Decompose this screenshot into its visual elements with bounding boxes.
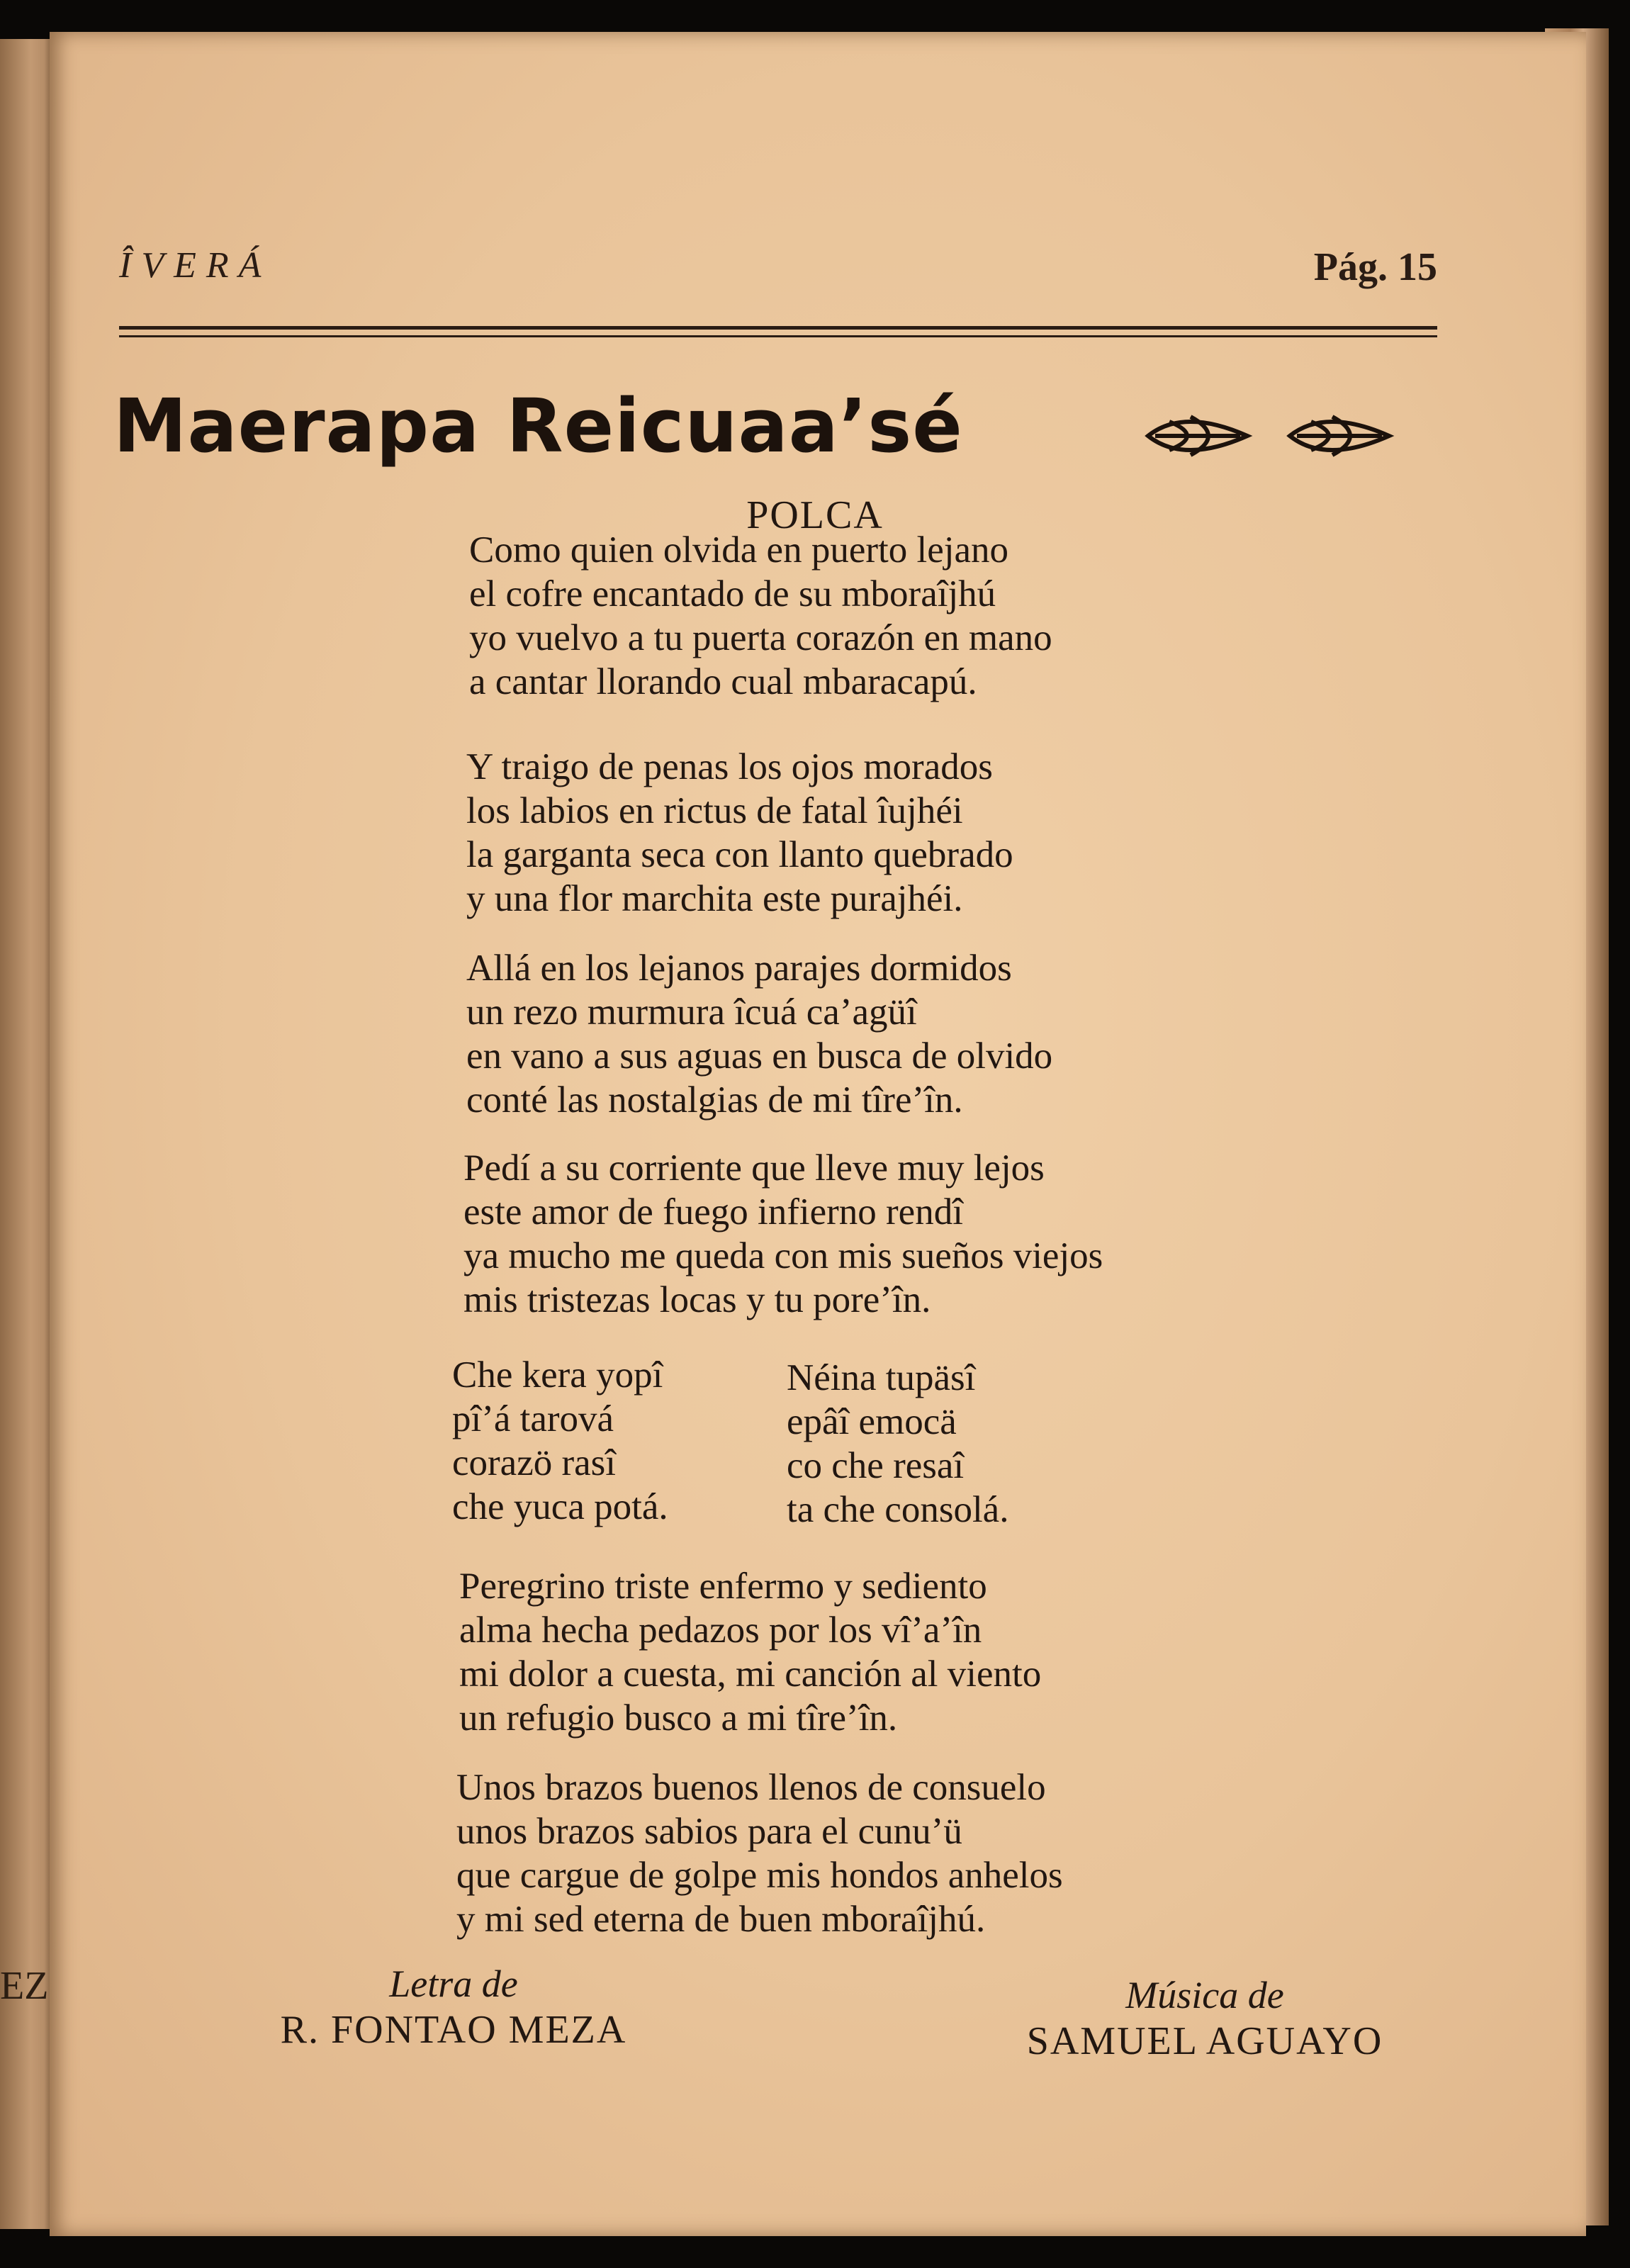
verse-line: Como quien olvida en puerto lejano <box>469 529 1008 571</box>
verse-line: los labios en rictus de fatal îujhéi <box>466 790 963 831</box>
chorus-line: pî’á tarová <box>452 1398 614 1439</box>
verse-line: yo vuelvo a tu puerta corazón en mano <box>469 617 1052 658</box>
header-rule <box>119 326 1437 330</box>
verse-line: mis tristezas locas y tu pore’în. <box>463 1279 931 1320</box>
verse-line: ya mucho me queda con mis sueños viejos <box>463 1235 1103 1276</box>
verse-line: en vano a sus aguas en busca de olvido <box>466 1035 1053 1077</box>
verse-line: mi dolor a cuesta, mi canción al viento <box>459 1654 1042 1695</box>
chorus-line: corazö rasî <box>452 1442 616 1483</box>
stanza-6 <box>456 1765 1063 1941</box>
chorus-line: epâî emocä <box>787 1401 957 1442</box>
verse-line: un refugio busco a mi tîre’în. <box>459 1697 898 1739</box>
stanza-5 <box>459 1564 1041 1740</box>
verse-line: a cantar llorando cual mbaracapú. <box>469 661 977 702</box>
stanza-2 <box>466 745 1013 921</box>
magazine-name: ÎVERÁ <box>119 245 271 286</box>
verse-line: alma hecha pedazos por los vî’a’în <box>459 1610 982 1651</box>
song-genre: POLCA <box>746 493 884 537</box>
running-head <box>119 245 1437 287</box>
verse-line: Unos brazos buenos llenos de consuelo <box>456 1767 1046 1808</box>
magazine-page <box>50 32 1586 2236</box>
stanza-4 <box>463 1146 1103 1322</box>
left-page-edge <box>0 39 55 2229</box>
title-row <box>113 383 1460 482</box>
page-number: Pág. 15 <box>1313 245 1437 289</box>
lyrics-role: Letra de <box>389 1963 518 2005</box>
stanza-1 <box>469 528 1052 704</box>
chorus-line: Néina tupäsî <box>787 1357 976 1398</box>
verse-line: Allá en los lejanos parajes dormidos <box>466 948 1012 989</box>
chorus-line: co che resaî <box>787 1445 965 1486</box>
verse-line: conté las nostalgias de mi tîre’în. <box>466 1079 963 1121</box>
stanza-3 <box>466 946 1052 1122</box>
verse-line: Pedí a su corriente que lleve muy lejos <box>463 1147 1045 1189</box>
chorus-line: Che kera yopî <box>452 1354 663 1396</box>
lyrics-author: R. FONTAO MEZA <box>280 2008 627 2052</box>
leaf-ornament-icon <box>1148 417 1247 455</box>
lyrics-credit <box>220 1961 687 2053</box>
verse-line: y mi sed eterna de buen mboraîjhú. <box>456 1899 986 1940</box>
left-page-edge-text: EZ <box>0 1964 49 2008</box>
verse-line: Y traigo de penas los ojos morados <box>466 746 993 787</box>
chorus-line: che yuca potá. <box>452 1486 668 1527</box>
verse-line: este amor de fuego infierno rendî <box>463 1191 963 1233</box>
music-credit <box>971 1972 1439 2065</box>
music-role: Música de <box>1125 1974 1284 2016</box>
music-author: SAMUEL AGUAYO <box>1026 2019 1383 2063</box>
header-rule-thin <box>119 335 1437 337</box>
verse-line: y una flor marchita este purajhéi. <box>466 878 963 919</box>
ornament-group <box>1141 404 1439 468</box>
verse-line: el cofre encantado de su mboraîjhú <box>469 573 996 614</box>
song-title: Maerapa Reicuaa’sé <box>113 383 963 469</box>
chorus-line: ta che consolá. <box>787 1489 1009 1530</box>
verse-line: que cargue de golpe mis hondos anhelos <box>456 1855 1063 1896</box>
verse-line: un rezo murmura îcuá ca’agüî <box>466 992 917 1033</box>
verse-line: unos brazos sabios para el cunu’ü <box>456 1811 962 1852</box>
verse-line: Peregrino triste enfermo y sediento <box>459 1566 987 1607</box>
verse-line: la garganta seca con llanto quebrado <box>466 834 1013 875</box>
leaf-ornament-icon <box>1290 417 1389 455</box>
chorus-left <box>452 1353 668 1529</box>
chorus-right <box>787 1356 1008 1532</box>
